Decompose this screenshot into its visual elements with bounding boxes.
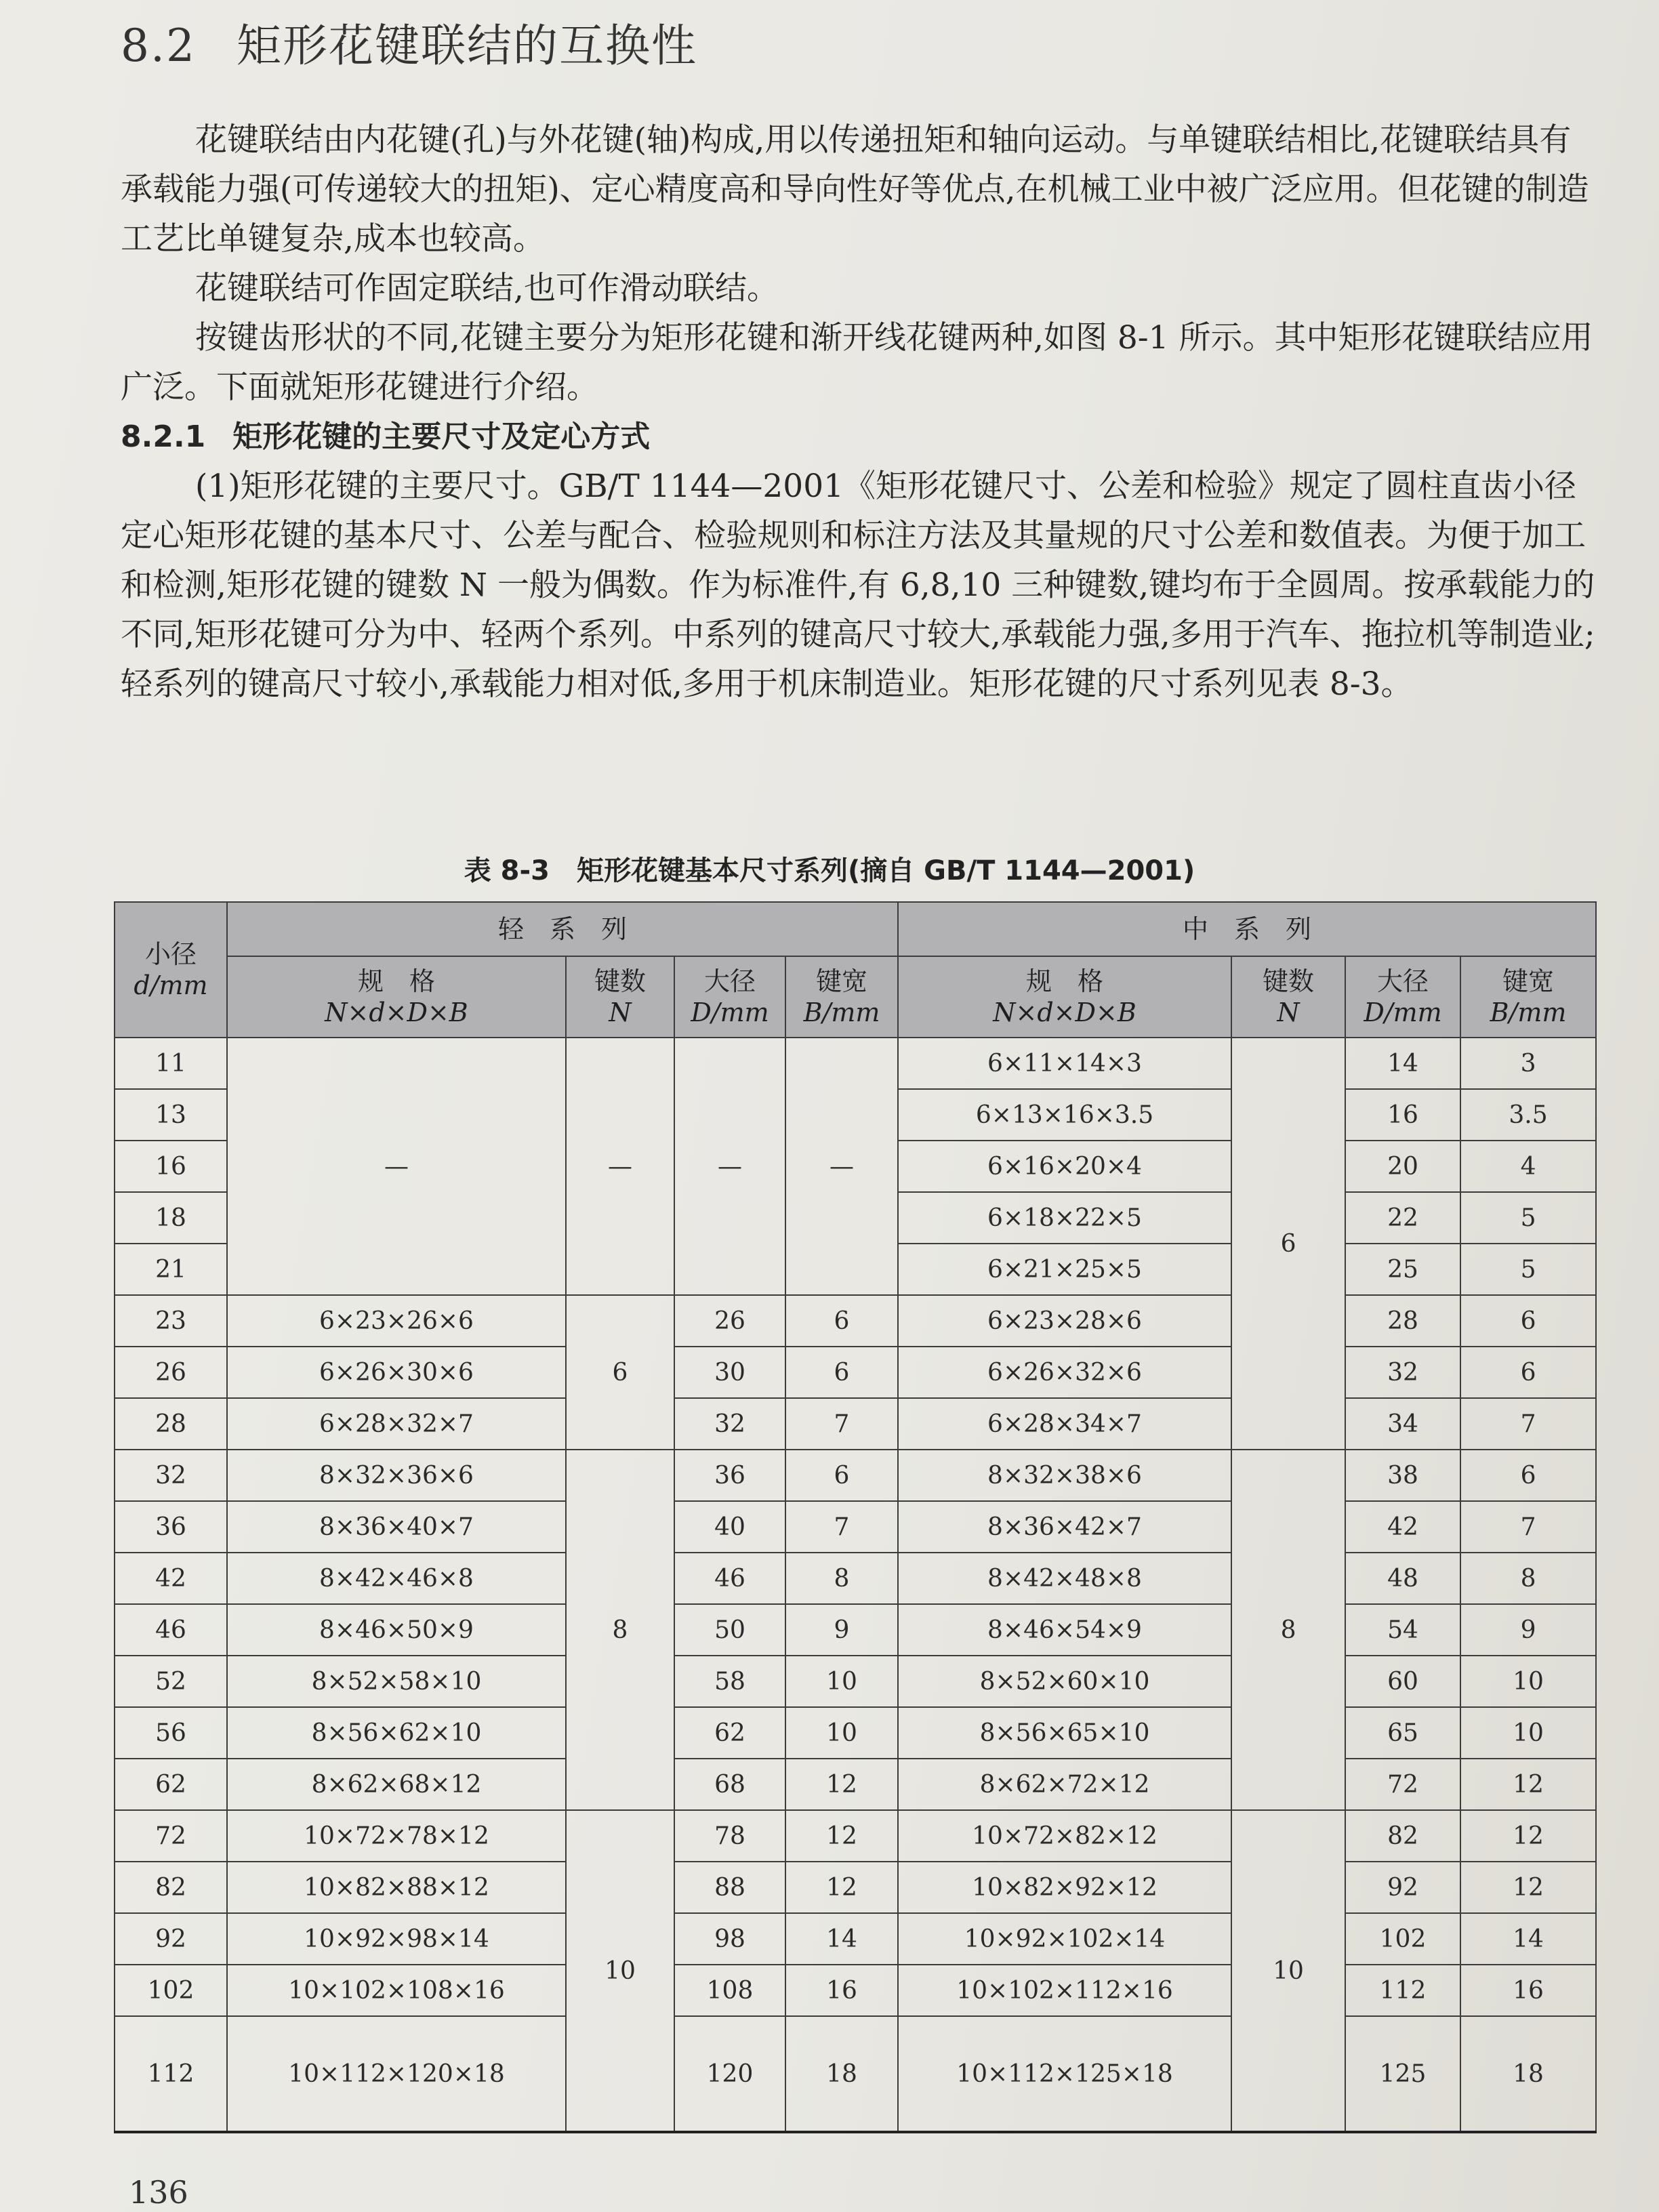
minor-diameter-cell: 26 <box>115 1347 227 1398</box>
medium-major-diameter-cell: 48 <box>1345 1553 1460 1604</box>
medium-key-count-group: 10 <box>1231 1810 1345 2132</box>
medium-major-diameter-cell: 54 <box>1345 1604 1460 1656</box>
medium-spec-cell: 6×18×22×5 <box>898 1192 1231 1244</box>
table-row <box>115 1398 1596 1450</box>
medium-spec-cell: 8×56×65×10 <box>898 1707 1231 1759</box>
medium-key-width-cell: 10 <box>1460 1656 1596 1707</box>
medium-major-diameter-cell: 65 <box>1345 1707 1460 1759</box>
light-major-diameter-cell: 108 <box>674 1965 785 2016</box>
table-row <box>115 1347 1596 1398</box>
minor-diameter-cell: 46 <box>115 1604 227 1656</box>
minor-diameter-cell: 23 <box>115 1295 227 1347</box>
minor-diameter-cell: 32 <box>115 1450 227 1501</box>
subsection-number: 8.2.1 <box>121 419 206 454</box>
medium-key-width-cell: 8 <box>1460 1553 1596 1604</box>
medium-spec-cell: 10×112×125×18 <box>898 2016 1231 2132</box>
header-medium-major-diameter: 大径 D/mm <box>1345 956 1460 1038</box>
medium-major-diameter-cell: 72 <box>1345 1759 1460 1810</box>
header-light-key-width: 键宽 B/mm <box>785 956 898 1038</box>
medium-major-diameter-cell: 92 <box>1345 1862 1460 1913</box>
light-major-diameter-cell: 78 <box>674 1810 785 1862</box>
medium-spec-cell: 8×62×72×12 <box>898 1759 1231 1810</box>
medium-key-width-cell: 6 <box>1460 1450 1596 1501</box>
header-medium-key-width: 键宽 B/mm <box>1460 956 1596 1038</box>
light-major-diameter-cell: 26 <box>674 1295 785 1347</box>
minor-diameter-cell: 13 <box>115 1089 227 1141</box>
medium-key-width-cell: 3 <box>1460 1038 1596 1089</box>
medium-key-width-cell: 6 <box>1460 1295 1596 1347</box>
medium-spec-cell: 6×16×20×4 <box>898 1141 1231 1192</box>
paragraph: (1)矩形花键的主要尺寸。GB/T 1144—2001《矩形花键尺寸、公差和检验》规定了圆柱直齿小径定心矩形花键的基本尺寸、公差与配合、检验规则和标注方法及其量规的尺寸公差和数值表。为便于加工和检测,矩形花键的键数 N 一般为偶数。作为标准件,有 6,8,10 三种键数,键均布于全圆周。按承载能力的不同,矩形花键可分为中、轻两个系列。中系列的键高尺寸较大,承载能力强,多用于汽车、拖拉机等制造业;轻系列的键高尺寸较小,承载能力相对低,多用于机床制造业。矩形花键的尺寸系列见表 8-3。 <box>121 468 1595 703</box>
paragraph: 花键联结可作固定联结,也可作滑动联结。 <box>195 270 779 307</box>
light-key-width-cell: 8 <box>785 1553 898 1604</box>
light-spec-cell: 10×102×108×16 <box>227 1965 566 2016</box>
section-number: 8.2 <box>121 20 196 72</box>
light-major-diameter-empty: — <box>674 1038 785 1295</box>
medium-spec-cell: 8×42×48×8 <box>898 1553 1231 1604</box>
light-key-width-cell: 14 <box>785 1913 898 1965</box>
light-key-width-cell: 7 <box>785 1398 898 1450</box>
minor-diameter-cell: 18 <box>115 1192 227 1244</box>
medium-major-diameter-cell: 112 <box>1345 1965 1460 2016</box>
table-row <box>115 1553 1596 1604</box>
light-major-diameter-cell: 46 <box>674 1553 785 1604</box>
table-title: 矩形花键基本尺寸系列(摘自 GB/T 1144—2001) <box>576 855 1195 886</box>
medium-major-diameter-cell: 32 <box>1345 1347 1460 1398</box>
medium-major-diameter-cell: 28 <box>1345 1295 1460 1347</box>
table-row <box>115 1707 1596 1759</box>
table-row <box>115 1965 1596 2016</box>
light-key-count-group: 10 <box>566 1810 674 2132</box>
light-major-diameter-cell: 68 <box>674 1759 785 1810</box>
medium-spec-cell: 10×102×112×16 <box>898 1965 1231 2016</box>
minor-diameter-cell: 92 <box>115 1913 227 1965</box>
medium-spec-cell: 8×46×54×9 <box>898 1604 1231 1656</box>
light-spec-cell: 10×92×98×14 <box>227 1913 566 1965</box>
light-key-width-cell: 18 <box>785 2016 898 2132</box>
minor-diameter-cell: 36 <box>115 1501 227 1553</box>
header-medium-series: 中 系 列 <box>898 902 1596 956</box>
medium-key-width-cell: 12 <box>1460 1810 1596 1862</box>
light-key-width-cell: 6 <box>785 1295 898 1347</box>
table-row <box>115 1656 1596 1707</box>
medium-key-width-cell: 10 <box>1460 1707 1596 1759</box>
spline-dimension-table <box>114 901 1597 2133</box>
light-spec-cell: 8×42×46×8 <box>227 1553 566 1604</box>
minor-diameter-cell: 11 <box>115 1038 227 1089</box>
table-caption <box>0 849 1659 888</box>
light-major-diameter-cell: 32 <box>674 1398 785 1450</box>
table-row <box>115 1810 1596 1862</box>
table-row <box>115 1501 1596 1553</box>
medium-key-width-cell: 3.5 <box>1460 1089 1596 1141</box>
subsection-title: 矩形花键的主要尺寸及定心方式 <box>232 419 651 454</box>
medium-key-width-cell: 5 <box>1460 1244 1596 1295</box>
light-key-width-cell: 12 <box>785 1862 898 1913</box>
medium-key-width-cell: 12 <box>1460 1759 1596 1810</box>
medium-key-count-group: 8 <box>1231 1450 1345 1810</box>
minor-diameter-cell: 16 <box>115 1141 227 1192</box>
light-key-width-cell: 10 <box>785 1656 898 1707</box>
light-spec-cell: 6×26×30×6 <box>227 1347 566 1398</box>
light-major-diameter-cell: 98 <box>674 1913 785 1965</box>
medium-key-width-cell: 7 <box>1460 1501 1596 1553</box>
light-key-width-cell: 6 <box>785 1450 898 1501</box>
light-key-width-cell: 12 <box>785 1810 898 1862</box>
medium-spec-cell: 8×52×60×10 <box>898 1656 1231 1707</box>
medium-key-width-cell: 18 <box>1460 2016 1596 2132</box>
light-major-diameter-cell: 30 <box>674 1347 785 1398</box>
medium-spec-cell: 10×82×92×12 <box>898 1862 1231 1913</box>
table-row <box>115 1295 1596 1347</box>
medium-major-diameter-cell: 22 <box>1345 1192 1460 1244</box>
medium-spec-cell: 6×13×16×3.5 <box>898 1089 1231 1141</box>
light-major-diameter-cell: 40 <box>674 1501 785 1553</box>
subsection-heading <box>121 412 1598 462</box>
light-key-width-empty: — <box>785 1038 898 1295</box>
light-spec-cell: 8×46×50×9 <box>227 1604 566 1656</box>
minor-diameter-cell: 52 <box>115 1656 227 1707</box>
light-key-width-cell: 10 <box>785 1707 898 1759</box>
header-light-key-count: 键数 N <box>566 956 674 1038</box>
medium-major-diameter-cell: 38 <box>1345 1450 1460 1501</box>
light-spec-cell: 10×72×78×12 <box>227 1810 566 1862</box>
medium-major-diameter-cell: 20 <box>1345 1141 1460 1192</box>
light-major-diameter-cell: 36 <box>674 1450 785 1501</box>
intro-text <box>121 115 1598 709</box>
medium-key-width-cell: 16 <box>1460 1965 1596 2016</box>
table-row <box>115 1604 1596 1656</box>
table-number: 表 8-3 <box>464 855 550 886</box>
light-spec-cell: 6×23×26×6 <box>227 1295 566 1347</box>
header-light-major-diameter: 大径 D/mm <box>674 956 785 1038</box>
light-key-count-empty: — <box>566 1038 674 1295</box>
medium-spec-cell: 10×92×102×14 <box>898 1913 1231 1965</box>
medium-spec-cell: 6×23×28×6 <box>898 1295 1231 1347</box>
medium-key-width-cell: 7 <box>1460 1398 1596 1450</box>
minor-diameter-cell: 82 <box>115 1862 227 1913</box>
light-spec-cell: 10×82×88×12 <box>227 1862 566 1913</box>
medium-key-width-cell: 6 <box>1460 1347 1596 1398</box>
medium-key-width-cell: 14 <box>1460 1913 1596 1965</box>
light-spec-cell: 6×28×32×7 <box>227 1398 566 1450</box>
table-row <box>115 1913 1596 1965</box>
paragraph: 按键齿形状的不同,花键主要分为矩形花键和渐开线花键两种,如图 8-1 所示。其中矩形花键联结应用广泛。下面就矩形花键进行介绍。 <box>121 319 1593 406</box>
medium-spec-cell: 6×21×25×5 <box>898 1244 1231 1295</box>
medium-major-diameter-cell: 82 <box>1345 1810 1460 1862</box>
section-heading <box>121 9 697 74</box>
table-row <box>115 1450 1596 1501</box>
header-medium-key-count: 键数 N <box>1231 956 1345 1038</box>
medium-key-width-cell: 5 <box>1460 1192 1596 1244</box>
light-key-width-cell: 9 <box>785 1604 898 1656</box>
table-row <box>115 2016 1596 2132</box>
light-key-width-cell: 7 <box>785 1501 898 1553</box>
light-major-diameter-cell: 88 <box>674 1862 785 1913</box>
medium-key-width-cell: 12 <box>1460 1862 1596 1913</box>
light-key-count-group: 8 <box>566 1450 674 1810</box>
light-major-diameter-cell: 62 <box>674 1707 785 1759</box>
header-medium-spec: 规 格 N×d×D×B <box>898 956 1231 1038</box>
medium-major-diameter-cell: 16 <box>1345 1089 1460 1141</box>
medium-key-count-group: 6 <box>1231 1038 1345 1450</box>
light-spec-cell: 8×56×62×10 <box>227 1707 566 1759</box>
minor-diameter-cell: 102 <box>115 1965 227 2016</box>
medium-key-width-cell: 9 <box>1460 1604 1596 1656</box>
light-spec-cell: 8×62×68×12 <box>227 1759 566 1810</box>
header-minor-diameter: 小径 d/mm <box>115 902 227 1038</box>
light-spec-cell: 10×112×120×18 <box>227 2016 566 2132</box>
page-number: 136 <box>129 2174 188 2211</box>
light-key-count-group: 6 <box>566 1295 674 1450</box>
medium-spec-cell: 10×72×82×12 <box>898 1810 1231 1862</box>
minor-diameter-cell: 28 <box>115 1398 227 1450</box>
medium-spec-cell: 6×26×32×6 <box>898 1347 1231 1398</box>
minor-diameter-cell: 62 <box>115 1759 227 1810</box>
section-title: 矩形花键联结的互换性 <box>236 20 697 72</box>
medium-major-diameter-cell: 60 <box>1345 1656 1460 1707</box>
medium-major-diameter-cell: 14 <box>1345 1038 1460 1089</box>
table-body <box>115 1038 1596 2132</box>
medium-spec-cell: 6×28×34×7 <box>898 1398 1231 1450</box>
spline-table-wrapper <box>114 901 1595 2133</box>
minor-diameter-cell: 42 <box>115 1553 227 1604</box>
header-light-spec: 规 格 N×d×D×B <box>227 956 566 1038</box>
medium-major-diameter-cell: 102 <box>1345 1913 1460 1965</box>
medium-major-diameter-cell: 25 <box>1345 1244 1460 1295</box>
light-major-diameter-cell: 120 <box>674 2016 785 2132</box>
light-spec-empty: — <box>227 1038 566 1295</box>
light-spec-cell: 8×36×40×7 <box>227 1501 566 1553</box>
light-major-diameter-cell: 58 <box>674 1656 785 1707</box>
medium-key-width-cell: 4 <box>1460 1141 1596 1192</box>
medium-spec-cell: 6×11×14×3 <box>898 1038 1231 1089</box>
light-key-width-cell: 12 <box>785 1759 898 1810</box>
light-key-width-cell: 16 <box>785 1965 898 2016</box>
table-row <box>115 1759 1596 1810</box>
medium-major-diameter-cell: 42 <box>1345 1501 1460 1553</box>
table-row <box>115 1862 1596 1913</box>
light-spec-cell: 8×52×58×10 <box>227 1656 566 1707</box>
table-row <box>115 1038 1596 1089</box>
medium-spec-cell: 8×32×38×6 <box>898 1450 1231 1501</box>
light-major-diameter-cell: 50 <box>674 1604 785 1656</box>
light-spec-cell: 8×32×36×6 <box>227 1450 566 1501</box>
medium-major-diameter-cell: 34 <box>1345 1398 1460 1450</box>
minor-diameter-cell: 21 <box>115 1244 227 1295</box>
light-key-width-cell: 6 <box>785 1347 898 1398</box>
medium-spec-cell: 8×36×42×7 <box>898 1501 1231 1553</box>
paragraph: 花键联结由内花键(孔)与外花键(轴)构成,用以传递扭矩和轴向运动。与单键联结相比,花键联结具有承载能力强(可传递较大的扭矩)、定心精度高和导向性好等优点,在机械工业中被广泛应用。但花键的制造工艺比单键复杂,成本也较高。 <box>121 121 1589 258</box>
header-light-series: 轻 系 列 <box>227 902 898 956</box>
medium-major-diameter-cell: 125 <box>1345 2016 1460 2132</box>
minor-diameter-cell: 112 <box>115 2016 227 2132</box>
minor-diameter-cell: 56 <box>115 1707 227 1759</box>
minor-diameter-cell: 72 <box>115 1810 227 1862</box>
